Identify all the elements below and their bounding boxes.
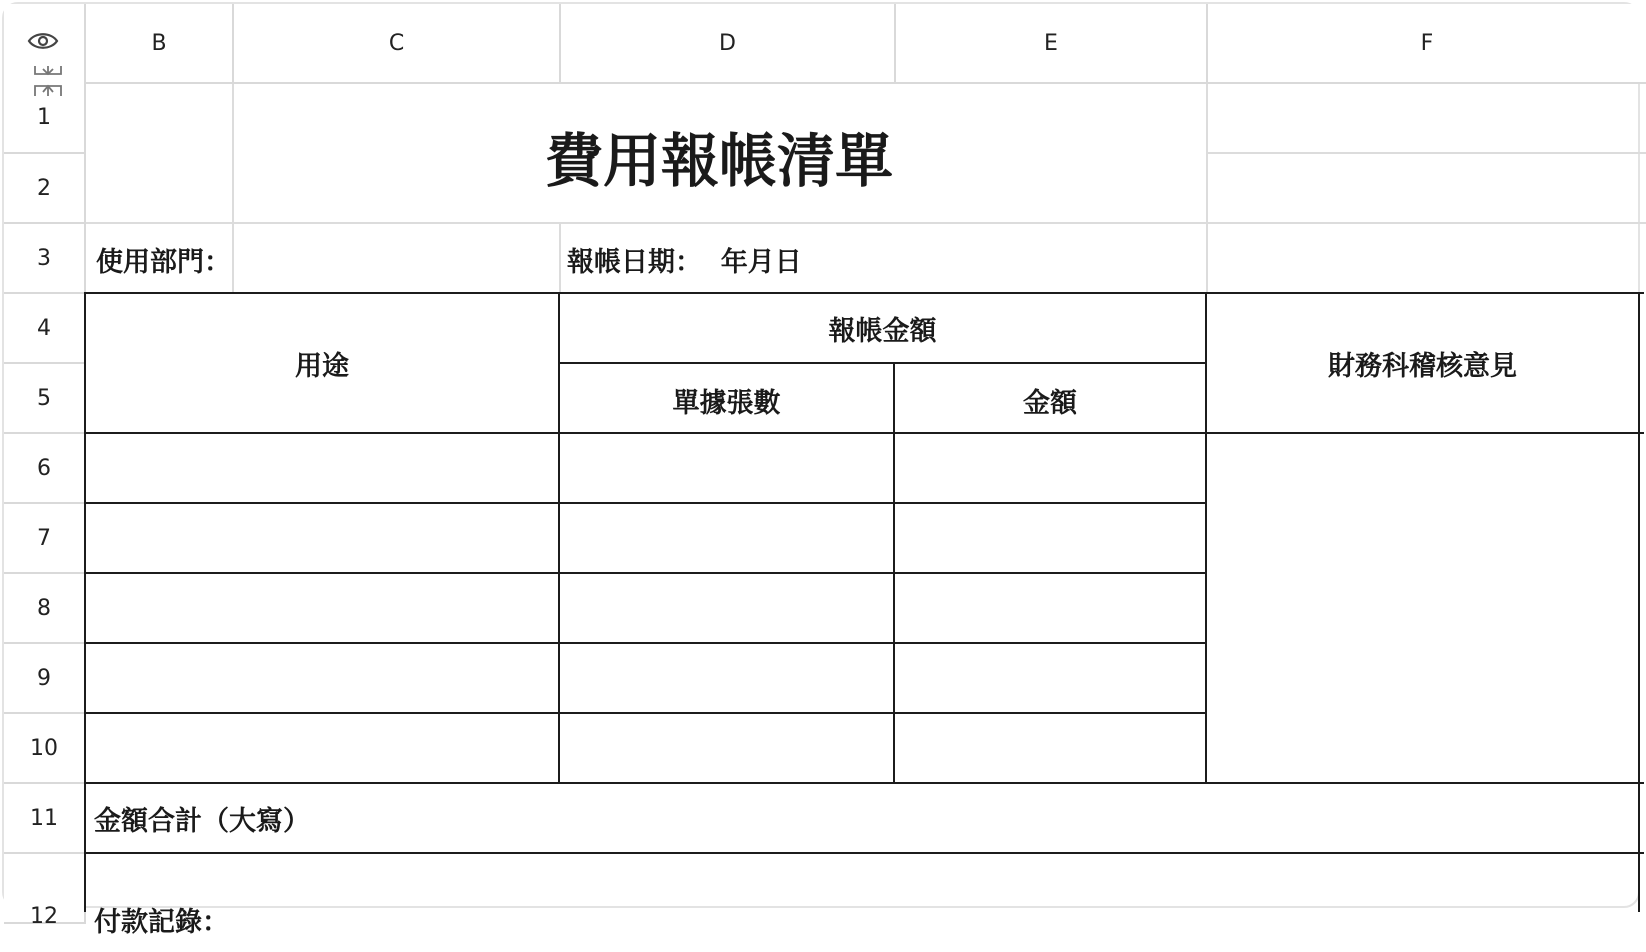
gridline (1206, 152, 1646, 154)
gridline (1206, 84, 1208, 294)
amount-group-header-cell[interactable]: 報帳金額 (828, 315, 937, 347)
table-border (84, 432, 1644, 434)
row-header-7[interactable]: 7 (4, 504, 86, 574)
row-header-8[interactable]: 8 (4, 574, 86, 644)
row-header-10[interactable]: 10 (4, 714, 86, 784)
freeze-rows-icon[interactable] (32, 64, 64, 98)
row-header-11[interactable]: 11 (4, 784, 86, 854)
row-header-5[interactable]: 5 (4, 364, 86, 434)
review-header-cell[interactable]: 財務科稽核意見 (1328, 350, 1517, 382)
row-header-6[interactable]: 6 (4, 434, 86, 504)
spreadsheet-grid (2, 2, 1640, 938)
dept-label-cell[interactable]: 使用部門： (96, 246, 231, 278)
table-border (84, 712, 1206, 714)
table-border (84, 572, 1206, 574)
total-label-cell[interactable]: 金額合計（大寫） (94, 805, 310, 837)
column-header-e[interactable]: E (894, 4, 1206, 84)
row-header-9[interactable]: 9 (4, 644, 86, 714)
column-header-d[interactable]: D (559, 4, 894, 84)
row-header-12[interactable]: 12 (4, 854, 86, 924)
table-border (84, 642, 1206, 644)
column-header-b[interactable]: B (84, 4, 232, 84)
table-border (1638, 292, 1640, 912)
row-header-3[interactable]: 3 (4, 224, 86, 294)
column-header-f[interactable]: F (1206, 4, 1646, 84)
payment-label-cell[interactable]: 付款記錄： (94, 907, 229, 938)
amount-header-cell[interactable]: 金額 (1023, 387, 1077, 419)
title-cell[interactable]: 費用報帳清單 (544, 127, 893, 195)
purpose-header-cell[interactable]: 用途 (295, 350, 349, 382)
row-header-1[interactable]: 1 (4, 84, 86, 154)
row-header-2[interactable]: 2 (4, 154, 86, 224)
date-label-cell[interactable]: 報帳日期： 年月日 (567, 246, 802, 278)
row-header-4[interactable]: 4 (4, 294, 86, 364)
receipt-count-header-cell[interactable]: 單據張數 (672, 387, 781, 419)
column-header-c[interactable]: C (232, 4, 559, 84)
table-border (84, 502, 1206, 504)
eye-icon[interactable] (27, 29, 59, 53)
